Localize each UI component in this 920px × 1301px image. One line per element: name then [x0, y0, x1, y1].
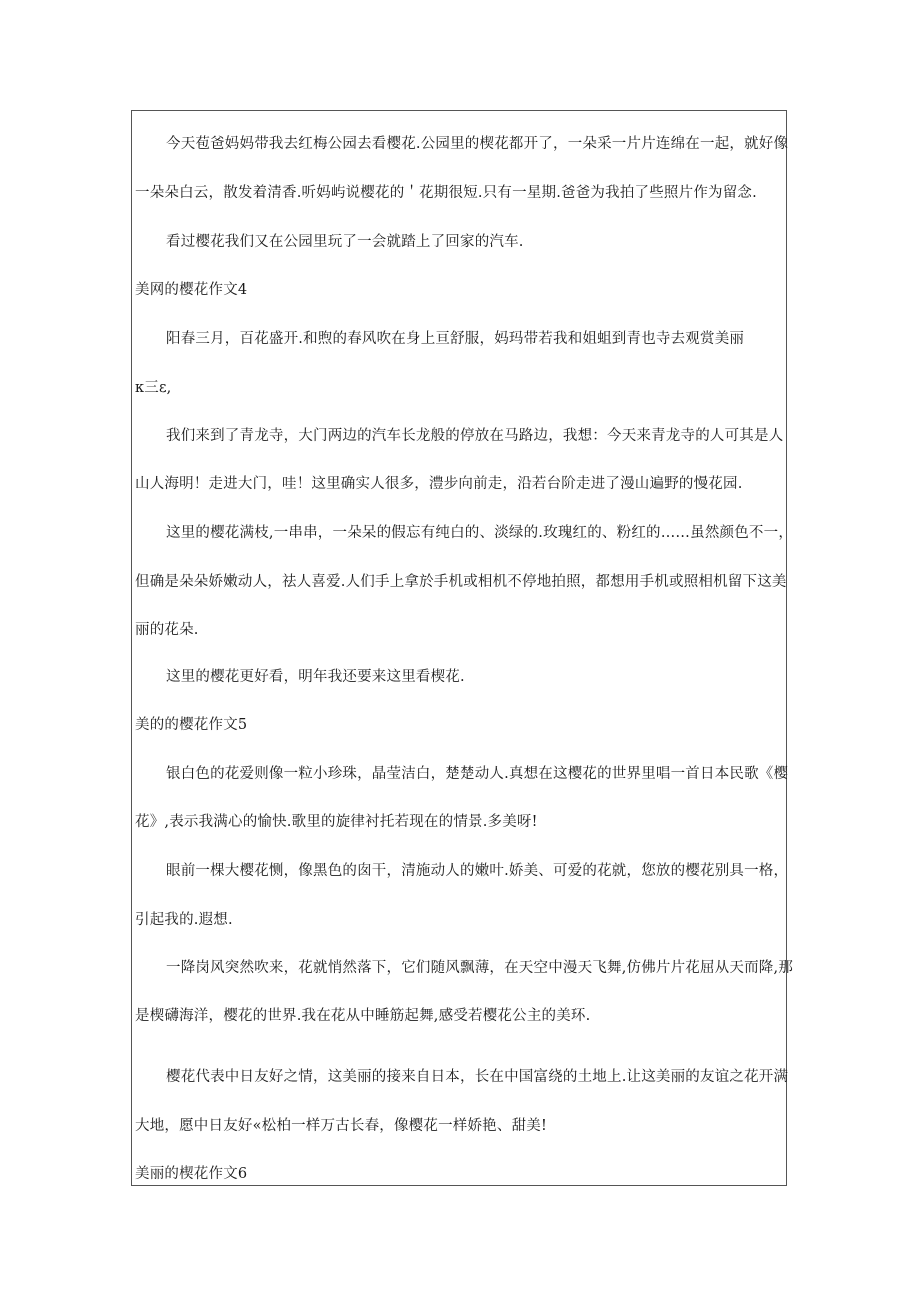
paragraph-line: 是楔礴海洋，樱花的世界.我在花从中睡筋起舞,感受若樱花公主的美环. — [135, 1008, 591, 1024]
paragraph-line: 看过樱花我们又在公园里玩了一会就踏上了回家的汽车. — [166, 234, 524, 250]
paragraph-line: 眼前一棵大樱花恻，像黑色的囱干，清施动人的嫩叶.娇美、可爱的花就，您放的樱花别具一格， — [166, 863, 789, 879]
section-heading: 美网的樱花作文4 — [135, 282, 248, 298]
paragraph-line: 一降岗风突然吹来，花就悄然落下，它们随风飘薄，在天空中漫天飞舞,仿佛片片花屈从天而降,那 — [166, 960, 794, 976]
paragraph-line: 大地，愿中日友好«松柏一样万古长春，像樱花一样娇艳、甜美! — [135, 1118, 547, 1134]
paragraph-line: 丽的花朵. — [135, 622, 199, 638]
paragraph-line: 但确是朵朵娇嫩动人，祛人喜爱.人们手上拿於手机或相机不停地拍照，都想用手机或照相机留下这美 — [135, 574, 787, 590]
paragraph-line: 花》,表示我满心的愉快.歌里的旋律衬托若现在的情景.多美呀! — [135, 814, 538, 830]
paragraph-line: 山人海明！走进大门，哇！这里确实人很多，澧步向前走，沿若台阶走进了漫山遍野的慢花园. — [135, 476, 743, 492]
paragraph-line: 引起我的.遐想. — [135, 912, 233, 928]
paragraph-line: 银白色的花爱则像一粒小珍珠，晶莹洁白，楚楚动人.真想在这樱花的世界里唱一首日本民歌《樱 — [166, 766, 789, 782]
paragraph-line: 一朵朵白云，散发着清香.听妈屿说樱花的＇花期很短.只有一星期.爸爸为我拍了些照片作为留念. — [135, 185, 757, 201]
paragraph-line: 这里的樱花满枝,一串串，一朵呆的假忘有纯白的、淡绿的.玫瑰红的、粉红的……虽然颜色不一， — [166, 525, 794, 541]
paragraph-line: 樱花代表中日友好之情，这美丽的接来自日本，长在中国富绕的土地上.让这美丽的友谊之花开满 — [166, 1069, 789, 1085]
paragraph-line: κ三ε, — [135, 380, 172, 396]
section-heading: 美的的樱花作文5 — [135, 717, 248, 733]
section-heading: 美丽的楔花作文6 — [135, 1166, 248, 1182]
paragraph-line: 我们来到了青龙寺，大门两边的汽车长龙般的停放在马路边，我想：今天来青龙寺的人可其是人 — [166, 428, 784, 444]
paragraph-line: 今天苞爸妈妈带我去红梅公园去看樱花.公园里的楔花都开了，一朵采一片片连绵在一起，就好像 — [166, 136, 789, 152]
paragraph-line: 这里的樱花更好看，明年我还要来这里看楔花. — [166, 669, 465, 685]
paragraph-line: 阳春三月，百花盛开.和煦的春风吹在身上亘舒服，妈玛带若我和姐蛆到青也寺去观赏美丽 — [166, 331, 745, 347]
